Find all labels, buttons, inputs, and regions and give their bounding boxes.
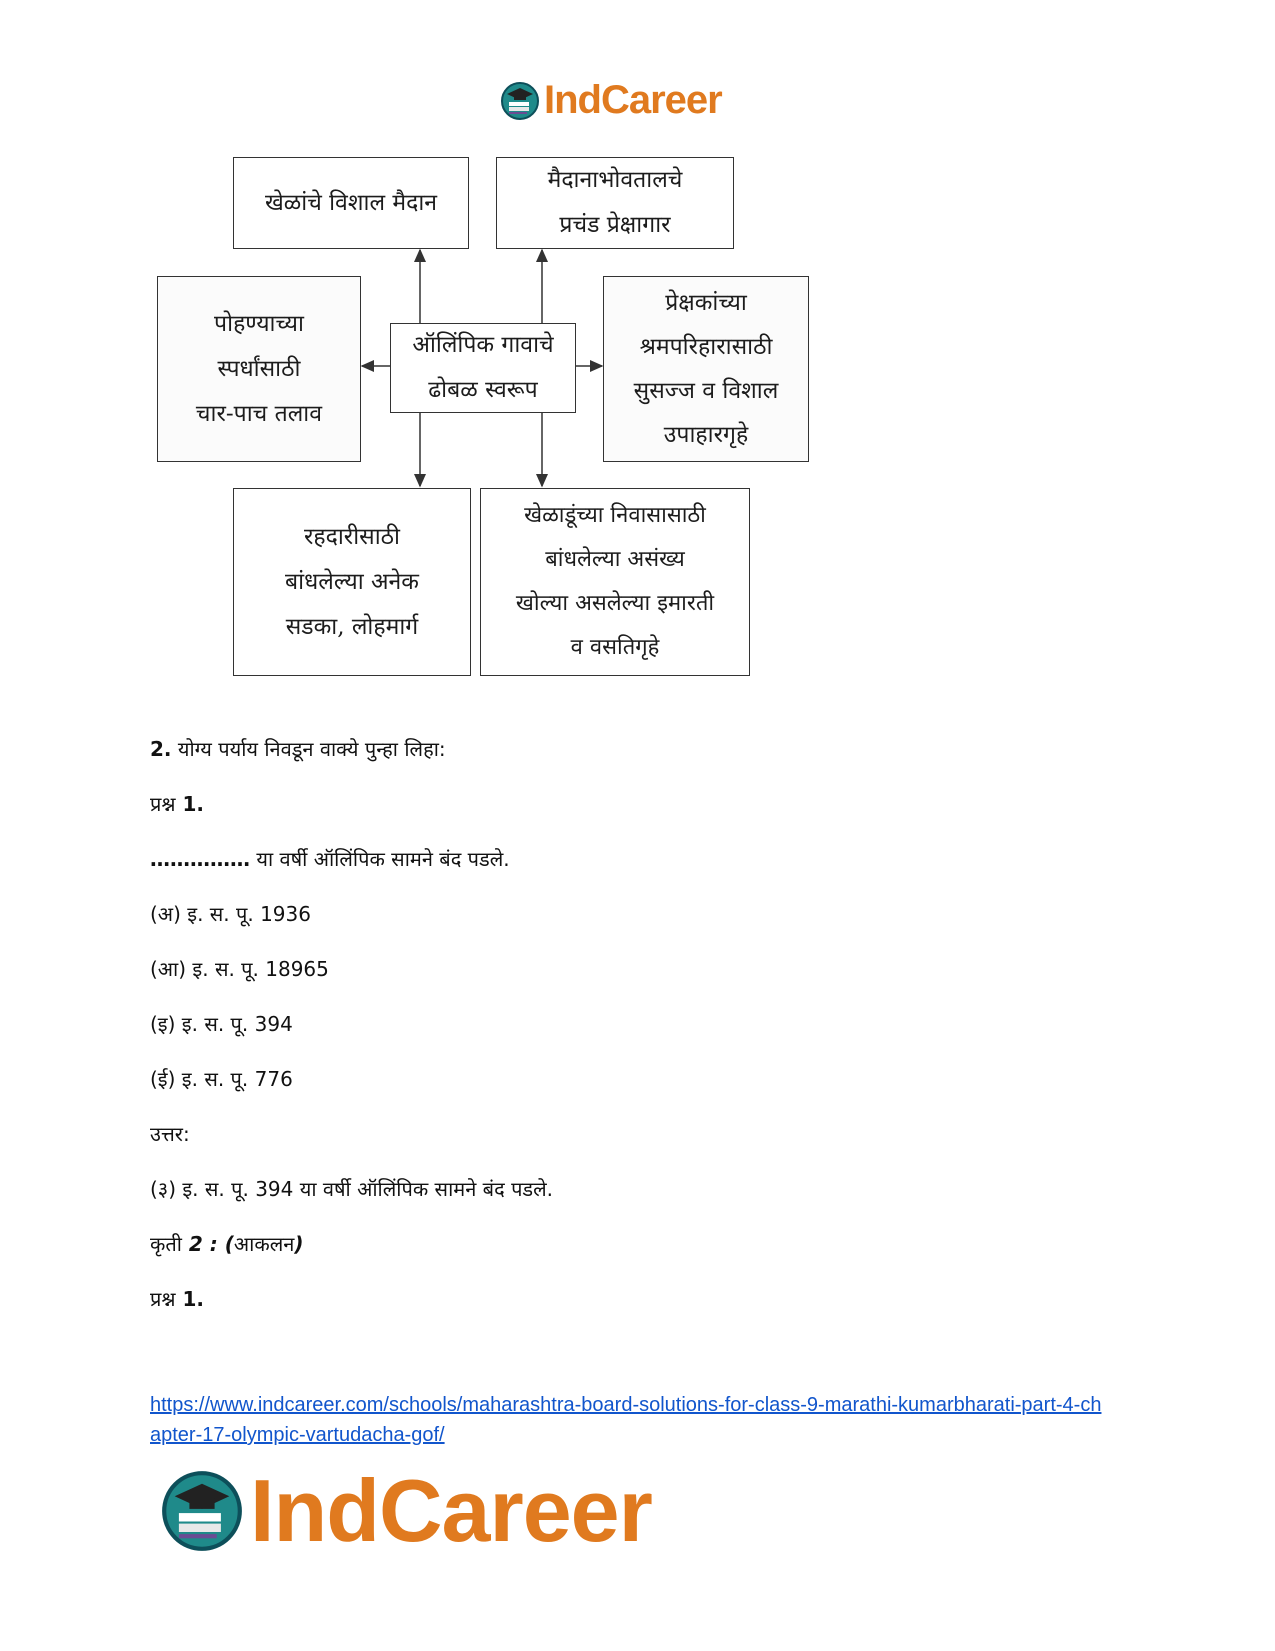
box-line: खेळांचे विशाल मैदान — [264, 189, 438, 216]
graduation-cap-book-icon — [160, 1469, 244, 1553]
box-bottom-right — [480, 488, 750, 676]
kruti-label: कृती — [150, 1232, 182, 1256]
box-line: रहदारीसाठी — [304, 523, 400, 550]
box-line: स्पर्धांसाठी — [217, 355, 301, 382]
box-bottom-left — [233, 488, 471, 676]
kruti-number: 2 : ( — [181, 1232, 234, 1256]
box-line: चार-पाच तलाव — [195, 400, 323, 427]
box-line: पोहण्याच्या — [214, 310, 304, 337]
box-line: प्रचंड प्रेक्षागार — [559, 212, 671, 238]
logo-text: IndCareer — [544, 78, 722, 122]
box-top-left — [233, 157, 469, 249]
box-line: बांधलेल्या अनेक — [285, 568, 419, 595]
box-line: श्रमपरिहारासाठी — [639, 334, 773, 360]
box-line: ऑलिंपिक गावाचे — [412, 332, 554, 358]
prashna-text: प्रश्न — [150, 792, 176, 816]
box-line: प्रेक्षकांच्या — [665, 290, 747, 316]
graduation-cap-book-icon — [500, 81, 540, 121]
box-line: मैदानाभोवतालचे — [547, 167, 683, 193]
box-line: खोल्या असलेल्या इमारती — [515, 591, 715, 616]
indcareer-logo-top — [500, 78, 722, 123]
question-instruction: योग्य पर्याय निवडून वाक्ये पुन्हा लिहा: — [171, 737, 446, 761]
box-line: उपाहारगृहे — [663, 422, 749, 448]
kruti-heading — [150, 1230, 304, 1257]
box-line: व वसतिगृहे — [570, 635, 660, 660]
prashna-text-2: प्रश्न — [150, 1287, 176, 1311]
question-heading — [150, 735, 446, 762]
box-line: सुसज्ज व विशाल — [633, 378, 779, 404]
answer-text: (३) इ. स. पू. 394 या वर्षी ऑलिंपिक सामने बंद पडले. — [150, 1177, 554, 1201]
kruti-close: ) — [294, 1232, 304, 1256]
question-number: 2. — [150, 737, 172, 761]
prashna-label-2 — [150, 1285, 204, 1312]
box-line: सडका, लोहमार्ग — [285, 613, 419, 640]
indcareer-logo-bottom — [160, 1460, 652, 1562]
source-url-link[interactable]: https://www.indcareer.com/schools/maharashtra-board-solutions-for-class-9-marathi-kumarbharati-part-4-chapter-17-olympic-vartudacha-gof/ — [150, 1394, 1102, 1446]
question-text: या वर्षी ऑलिंपिक सामने बंद पडले. — [250, 847, 510, 871]
box-line: खेळाडूंच्या निवासासाठी — [524, 503, 706, 528]
option-a: (अ) इ. स. पू. 1936 — [150, 902, 311, 926]
logo-text: IndCareer — [250, 1461, 652, 1560]
option-aa: (आ) इ. स. पू. 18965 — [150, 957, 329, 981]
kruti-text: आकलन — [233, 1232, 295, 1256]
question-sentence — [150, 845, 510, 872]
answer-label: उत्तर: — [150, 1122, 190, 1146]
prashna-number: 1. — [175, 792, 205, 816]
blank-dots: …………… — [150, 847, 250, 871]
option-i: (इ) इ. स. पू. 394 — [150, 1012, 293, 1036]
box-line: ढोबळ स्वरूप — [428, 377, 538, 403]
box-center — [390, 323, 576, 413]
prashna-label — [150, 790, 204, 817]
box-line: बांधलेल्या असंख्य — [545, 547, 685, 572]
prashna-number-2: 1. — [175, 1287, 205, 1311]
box-left — [157, 276, 361, 462]
box-right — [603, 276, 809, 462]
option-ii: (ई) इ. स. पू. 776 — [150, 1067, 293, 1091]
box-top-right — [496, 157, 734, 249]
